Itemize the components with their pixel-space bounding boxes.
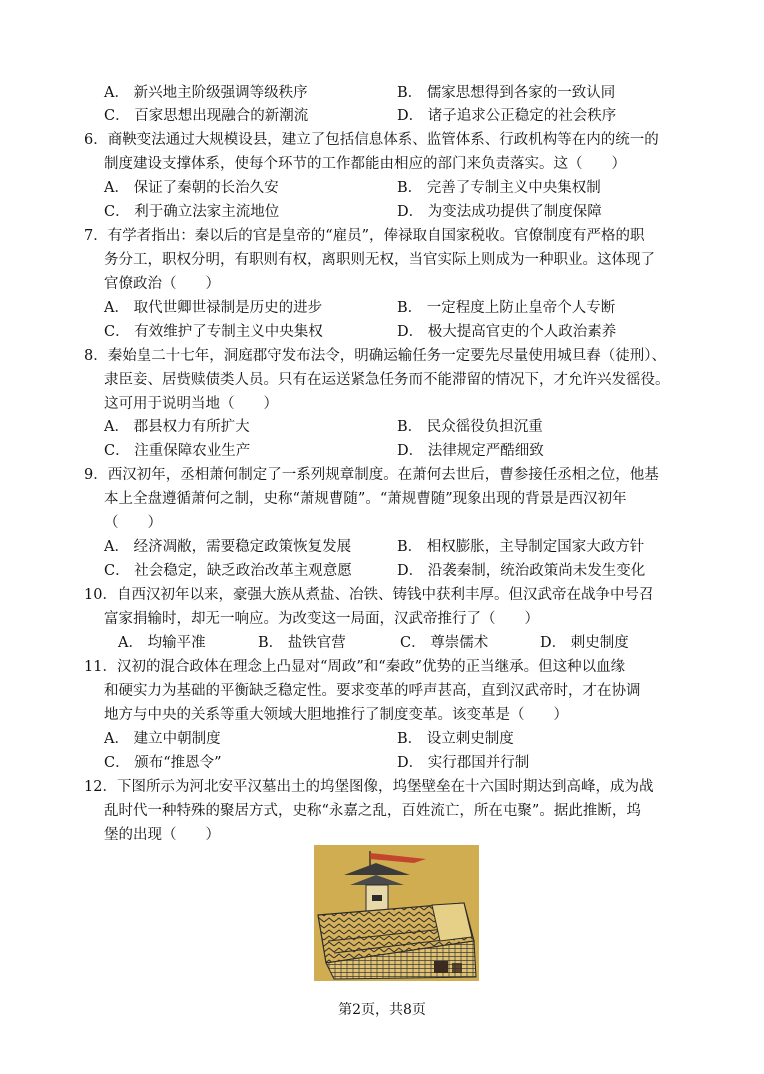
wubao-illustration: [314, 845, 479, 981]
q10-option-b: B． 盐铁官营: [258, 635, 346, 651]
q7-stem-line-1: 7．有学者指出：秦以后的官是皇帝的“雇员”，俸禄取自国家税收。官僚制度有严格的职: [84, 228, 645, 244]
q8-stem-line-2: 隶臣妾、居赀赎债类人员。只有在运送紧急任务而不能滞留的情况下，才允许兴发徭役。: [104, 372, 670, 388]
q8-option-d: D． 法律规定严酷细致: [397, 443, 544, 459]
q9-option-a: A． 经济凋敝，需要稳定政策恢复发展: [104, 539, 352, 555]
q5-option-d: D． 诸子追求公正稳定的社会秩序: [397, 108, 617, 124]
q11-stem-line-3: 地方与中央的关系等重大领域大胆地推行了制度变革。该变革是（ ）: [104, 707, 568, 723]
q7-stem-line-3: 官僚政治（ ）: [104, 276, 220, 292]
q7-option-d: D． 极大提高官吏的个人政治素养: [397, 324, 617, 340]
q9-stem-line-1: 9．西汉初年，丞相萧何制定了一系列规章制度。在萧何去世后，曹参接任丞相之位，他基: [84, 467, 659, 483]
q11-stem-line-1: 11．汉初的混合政体在理念上凸显对“周政”和“秦政”优势的正当继承。但这种以血缘: [84, 659, 626, 675]
q8-option-a: A． 郡县权力有所扩大: [104, 419, 250, 435]
q7-option-c: C． 有效维护了专制主义中央集权: [104, 324, 323, 340]
q9-option-b: B． 相权膨胀，主导制定国家大政方针: [397, 539, 645, 555]
q6-stem-line-2: 制度建设支撑体系，使每个环节的工作都能由相应的部门来负责落实。这（ ）: [104, 156, 626, 172]
q10-stem-line-1: 10．自西汉初年以来，豪强大族从煮盐、冶铁、铸钱中获利丰厚。但汉武帝在战争中号召: [84, 587, 654, 603]
wubao-image: [314, 845, 479, 981]
q9-option-c: C． 社会稳定，缺乏政治改革主观意愿: [104, 563, 352, 579]
q12-stem-line-1: 12．下图所示为河北安平汉墓出土的坞堡图像，坞堡壁垒在十六国时期达到高峰，成为战: [84, 779, 654, 795]
q11-option-c: C． 颁布“推恩令”: [104, 755, 222, 771]
page-footer: 第2页，共8页: [338, 1002, 426, 1018]
q9-stem-line-3: （ ）: [104, 515, 162, 531]
q11-option-b: B． 设立刺史制度: [397, 731, 514, 747]
q10-option-a: A． 均输平准: [118, 635, 206, 651]
q8-stem-line-1: 8．秦始皇二十七年，洞庭郡守发布法令，明确运输任务一定要先尽量使用城旦舂（徒刑）、: [84, 348, 666, 364]
q12-stem-line-3: 堡的出现（ ）: [104, 827, 220, 843]
q6-option-b: B． 完善了专制主义中央集权制: [397, 180, 601, 196]
q10-option-c: C． 尊崇儒术: [400, 635, 489, 651]
q11-option-d: D． 实行郡国并行制: [397, 755, 530, 771]
q7-option-a: A． 取代世卿世禄制是历史的进步: [104, 300, 323, 316]
q9-stem-line-2: 本上全盘遵循萧何之制，史称“萧规曹随”。“萧规曹随”现象出现的背景是西汉初年: [104, 491, 627, 507]
q9-option-d: D． 沿袭秦制，统治政策尚未发生变化: [397, 563, 646, 579]
q8-option-c: C． 注重保障农业生产: [104, 443, 251, 459]
q5-option-a: A． 新兴地主阶级强调等级秩序: [104, 85, 308, 101]
q10-stem-line-2: 富家捐输时，却无一响应。为改变这一局面，汉武帝推行了（ ）: [104, 611, 539, 627]
q11-stem-line-2: 和硬实力为基础的平衡缺乏稳定性。要求变革的呼声甚高，直到汉武帝时，才在协调: [104, 683, 641, 699]
q11-option-a: A． 建立中朝制度: [104, 731, 221, 747]
q8-option-b: B． 民众徭役负担沉重: [397, 419, 543, 435]
q12-stem-line-2: 乱时代一种特殊的聚居方式，史称“永嘉之乱，百姓流亡，所在屯聚”。据此推断，坞: [104, 803, 641, 819]
q7-option-b: B． 一定程度上防止皇帝个人专断: [397, 300, 616, 316]
q5-option-b: B． 儒家思想得到各家的一致认同: [397, 85, 616, 101]
q6-option-a: A． 保证了秦朝的长治久安: [104, 180, 279, 196]
q7-stem-line-2: 务分工，职权分明，有职则有权，离职则无权，当官实际上则成为一种职业。这体现了: [104, 252, 655, 268]
q6-option-c: C． 利于确立法家主流地位: [104, 204, 280, 220]
q10-option-d: D． 刺史制度: [540, 635, 629, 651]
q6-stem-line-1: 6．商鞅变法通过大规模设县，建立了包括信息体系、监管体系、行政机构等在内的统一的: [84, 132, 659, 148]
q8-stem-line-3: 这可用于说明当地（ ）: [104, 396, 278, 412]
q5-option-c: C． 百家思想出现融合的新潮流: [104, 108, 309, 124]
q6-option-d: D． 为变法成功提供了制度保障: [397, 204, 602, 220]
